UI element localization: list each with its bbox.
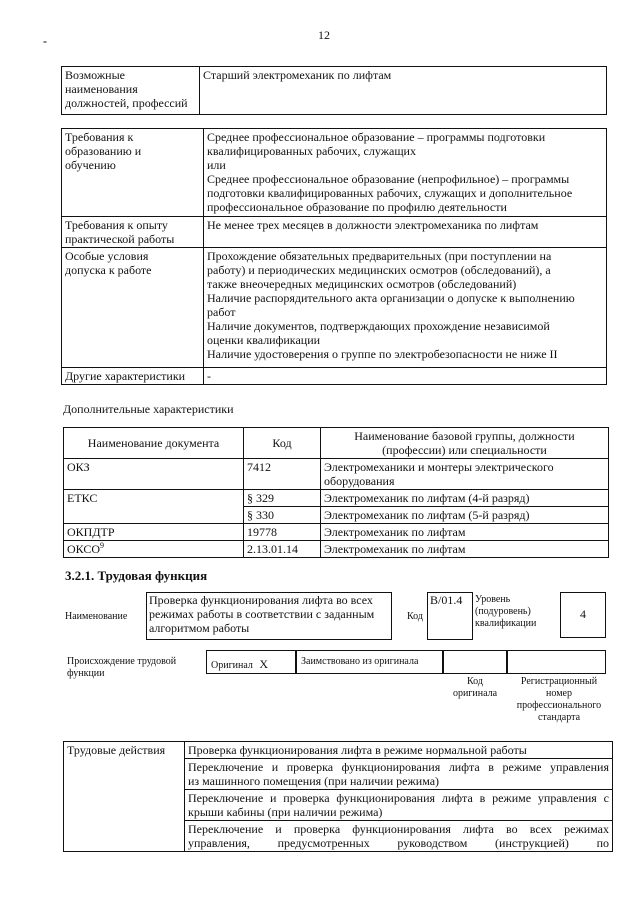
original-mark: X	[259, 657, 269, 671]
labor-action-4: Переключение и проверка функционирования лифта во всех режимах управления, предусмотренных руководством (инструкцией) по	[185, 821, 613, 852]
level-box: 4	[560, 592, 606, 638]
etks-name-2: Электромеханик по лифтам (5-й разряд)	[321, 507, 609, 524]
additional-table	[63, 427, 609, 558]
etks-code-1: § 329	[244, 490, 321, 507]
origin-code-caption: Код оригинала	[452, 676, 498, 699]
okz-name: Электромеханики и монтеры электрического оборудования	[321, 459, 609, 490]
education-value: Среднее профессиональное образование – программы подготовки квалифицированных рабочих, служащих или Среднее профессиональное образование (непрофильное) – программы подготовки квалифицированных рабочих, служащих и дополнительное профессиональное образование по профилю деятельности	[204, 129, 607, 217]
labor-action-2: Переключение и проверка функционирования лифта в режиме управления из машинного помещения (при наличии режима)	[185, 759, 613, 790]
labor-actions-label: Трудовые действия	[64, 742, 185, 852]
table-row	[64, 490, 609, 507]
okz-doc: ОКЗ	[64, 459, 244, 490]
other-label: Другие характеристики	[62, 368, 204, 385]
origin-borrowed-box: Заимствовано из оригинала	[296, 650, 443, 674]
okso-code: 2.13.01.14	[244, 541, 321, 558]
conditions-label: Особые условия допуска к работе	[62, 248, 204, 368]
okpdtr-code: 19778	[244, 524, 321, 541]
okz-code: 7412	[244, 459, 321, 490]
other-value: -	[204, 368, 607, 385]
job-names-table	[61, 66, 607, 115]
margin-mark: -	[43, 34, 47, 48]
code-box: В/01.4	[427, 592, 473, 640]
okpdtr-name: Электромеханик по лифтам	[321, 524, 609, 541]
table-row	[64, 459, 609, 490]
okso-footnote: 9	[100, 541, 105, 550]
origin-reg-box	[507, 650, 606, 674]
function-name-box: Проверка функционирования лифта во всех режимах работы в соответствии с заданным алгоритмом работы	[146, 592, 392, 640]
section-title: 3.2.1. Трудовая функция	[65, 568, 208, 583]
additional-title: Дополнительные характеристики	[63, 402, 234, 416]
table-row	[64, 742, 613, 759]
job-names-value: Старший электромеханик по лифтам	[200, 67, 607, 115]
job-names-label: Возможные наименования должностей, профессий	[62, 67, 200, 115]
okso-name: Электромеханик по лифтам	[321, 541, 609, 558]
origin-reg-caption: Регистрационный номер профессионального стандарта	[516, 676, 602, 723]
okpdtr-doc: ОКПДТР	[64, 524, 244, 541]
experience-label: Требования к опыту практической работы	[62, 217, 204, 248]
experience-value: Не менее трех месяцев в должности электромеханика по лифтам	[204, 217, 607, 248]
etks-doc: ЕТКС	[64, 490, 244, 524]
page-number: 12	[318, 28, 330, 42]
education-label: Требования к образованию и обучению	[62, 129, 204, 217]
requirements-table	[61, 128, 607, 385]
code-label: Код	[407, 611, 423, 622]
okso-doc: ОКСО$^9$	[64, 541, 244, 558]
table-row	[64, 524, 609, 541]
origin-original-box: Оригинал X	[206, 650, 296, 674]
etks-name-1: Электромеханик по лифтам (4-й разряд)	[321, 490, 609, 507]
labor-actions-table	[63, 741, 613, 852]
origin-label: Происхождение трудовой функции	[67, 656, 177, 679]
header-group: Наименование базовой группы, должности (профессии) или специальности	[321, 428, 609, 459]
conditions-value: Прохождение обязательных предварительных (при поступлении на работу) и периодических медицинских осмотров (обследований), а также внеочередных медицинских осмотров (обследований) Наличие распорядительного акта организации о допуске к выполнению работ Наличие документов, подтверждающих прохождение независимой оценки квалификации Наличие удостоверения о группе по электробезопасности не ниже II	[204, 248, 607, 368]
origin-code-box	[443, 650, 507, 674]
header-code: Код	[244, 428, 321, 459]
labor-action-1: Проверка функционирования лифта в режиме нормальной работы	[185, 742, 613, 759]
table-row	[64, 541, 609, 558]
function-name-label: Наименование	[65, 611, 128, 622]
level-label: Уровень (подуровень) квалификации	[475, 594, 537, 629]
etks-code-2: § 330	[244, 507, 321, 524]
header-document: Наименование документа	[64, 428, 244, 459]
labor-action-3: Переключение и проверка функционирования лифта в режиме управления с крыши кабины (при наличии режима)	[185, 790, 613, 821]
